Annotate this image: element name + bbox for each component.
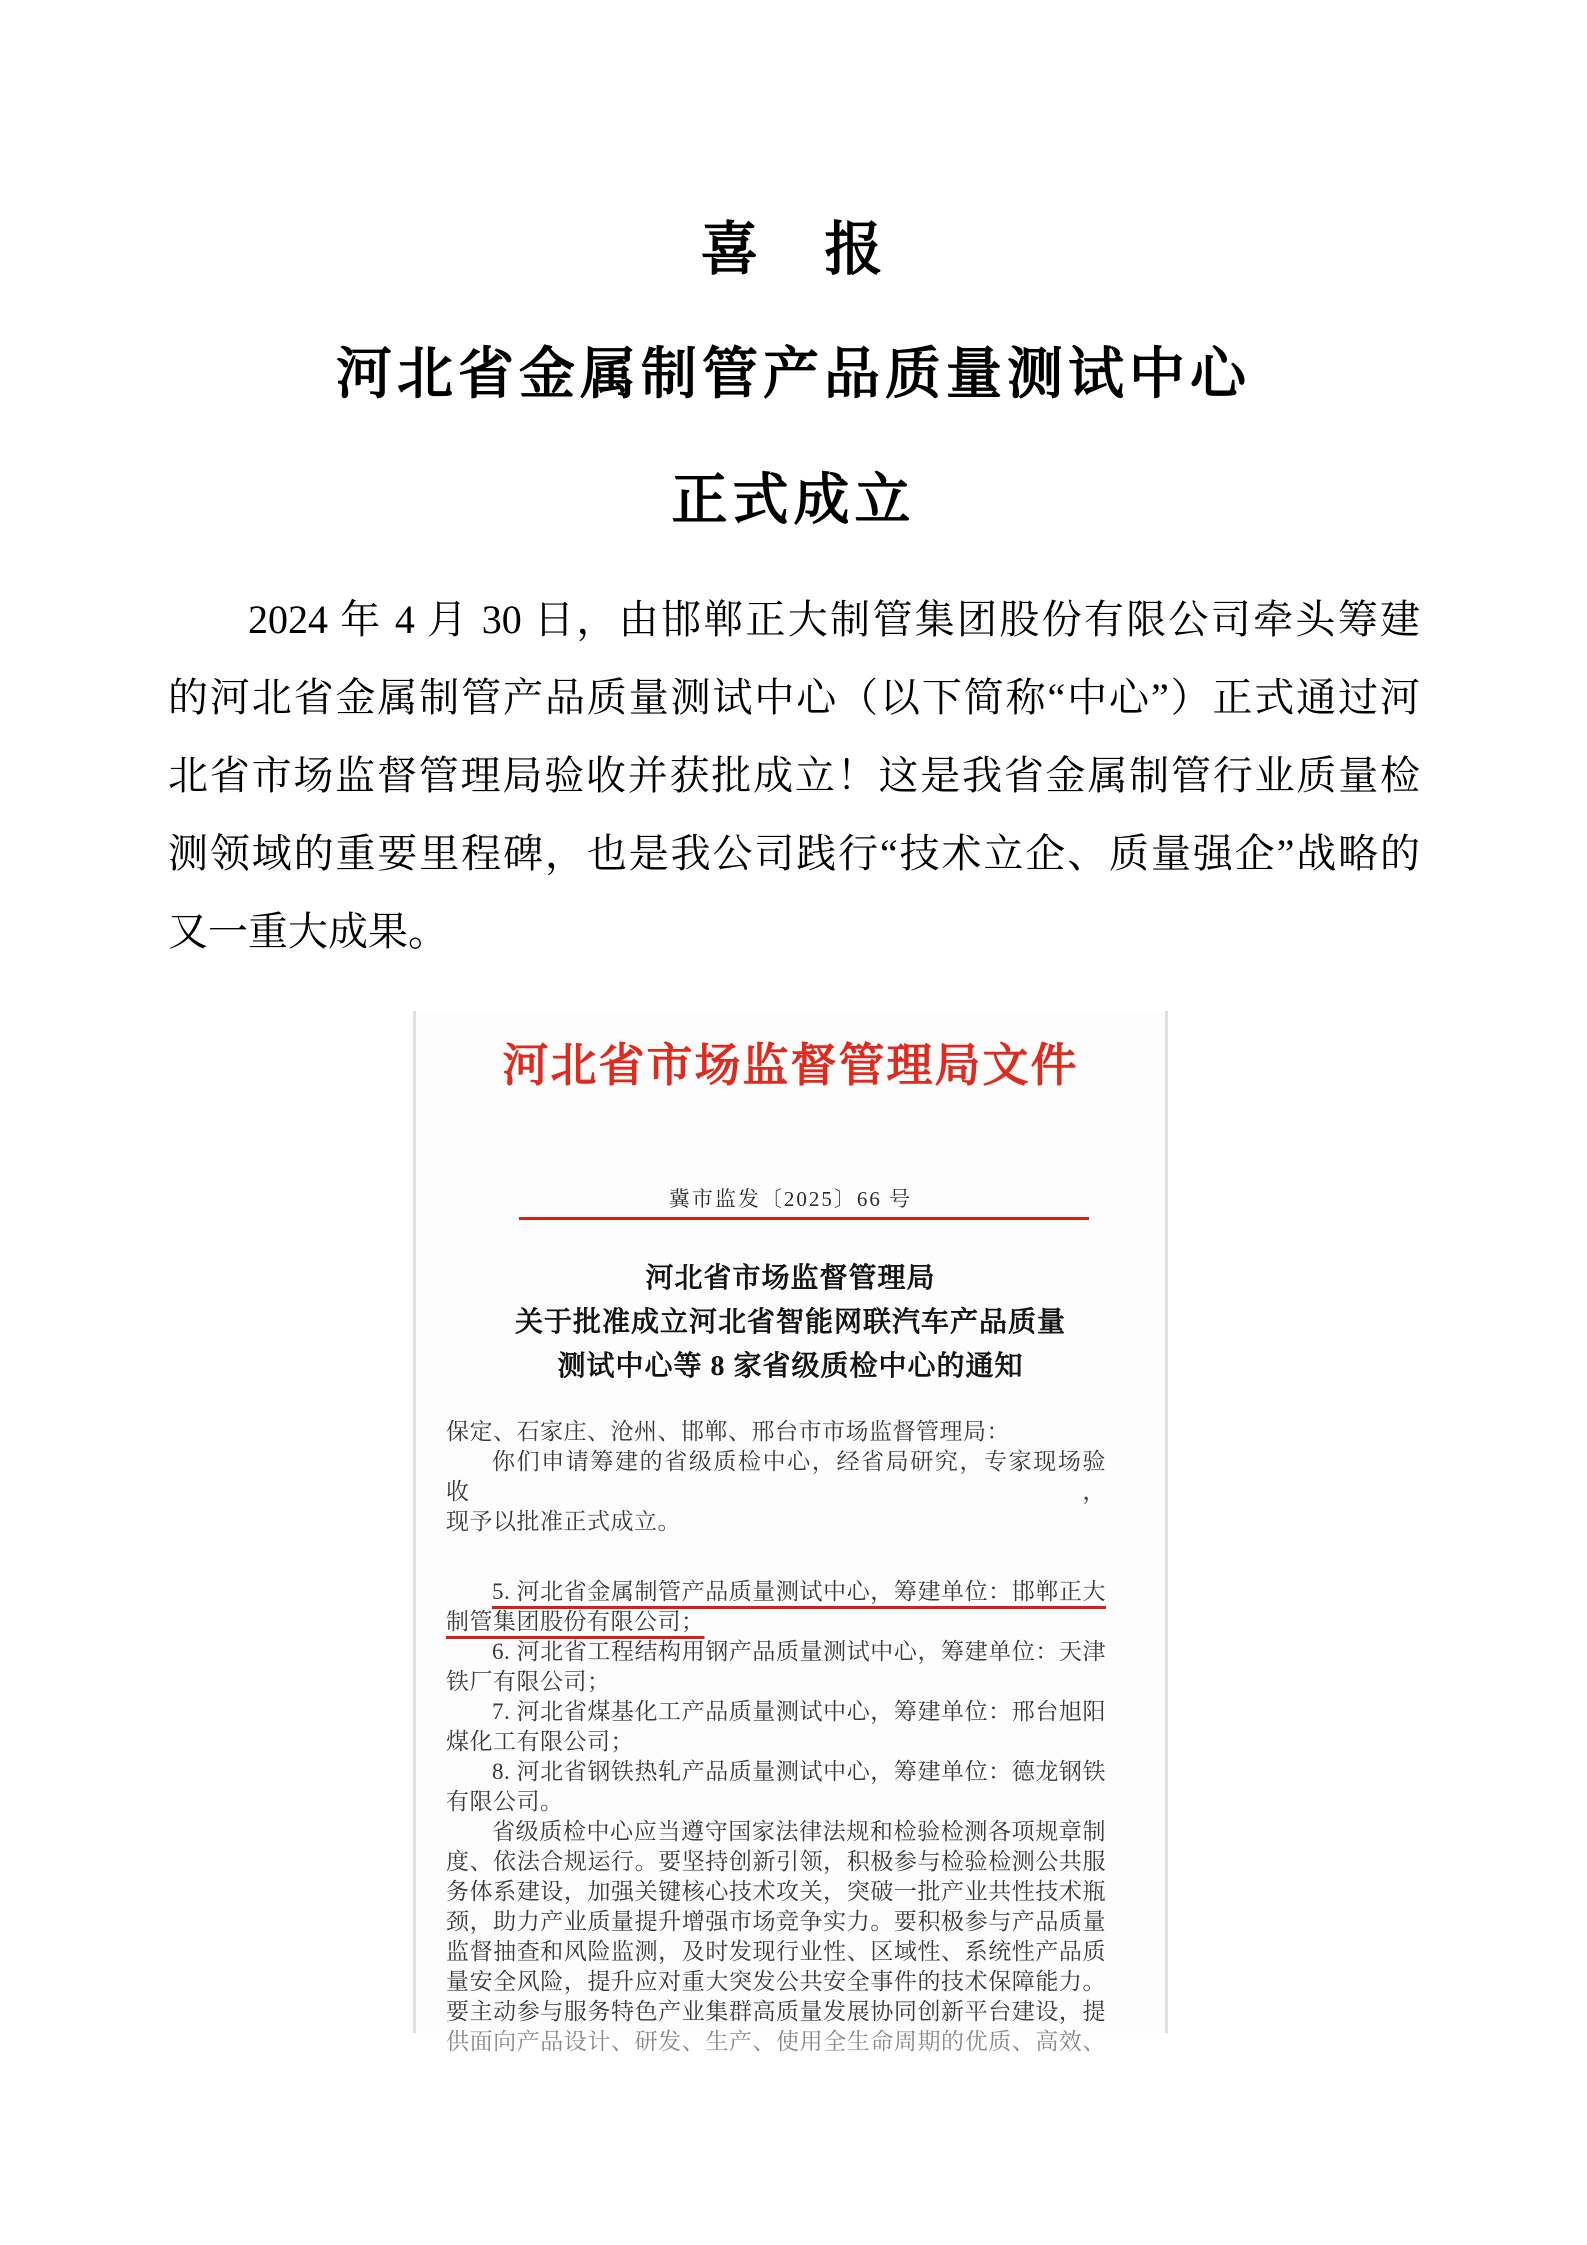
scan-red-divider bbox=[519, 1217, 1089, 1220]
scan-doc-number: 冀市监发〔2025〕66 号 bbox=[668, 1187, 913, 1211]
scan-heading-line: 关于批准成立河北省智能网联汽车产品质量 bbox=[514, 1307, 1066, 1338]
scan-body-line: 颈，助力产业质量提升增强市场竞争实力。要积极参与产品质量 bbox=[446, 1909, 1106, 1934]
scan-header-title: 河北省市场监督管理局文件 bbox=[502, 1040, 1079, 1091]
scan-body-line: 度、依法合规运行。要坚持创新引领，积极参与检验检测公共服 bbox=[446, 1849, 1106, 1874]
scan-body-line: 7. 河北省煤基化工产品质量测试中心，筹建单位：邢台旭阳 bbox=[492, 1699, 1106, 1724]
scan-body-line: 铁厂有限公司； bbox=[446, 1669, 611, 1694]
official-document-scan-image bbox=[413, 1011, 1168, 2054]
scan-body-line: 6. 河北省工程结构用钢产品质量测试中心，筹建单位：天津 bbox=[492, 1639, 1106, 1664]
scan-body-line: 煤化工有限公司； bbox=[446, 1729, 634, 1754]
paragraph-line: 2024 年 4 月 30 日，由邯郸正大制管集团股份有限公司牵头筹建 bbox=[248, 597, 1420, 642]
scan-body-line: 省级质检中心应当遵守国家法律法规和检验检测各项规章制 bbox=[492, 1819, 1106, 1844]
scan-body-line: 你们申请筹建的省级质检中心，经省局研究，专家现场验收， bbox=[446, 1449, 1106, 1504]
scan-body-line-item5-highlighted bbox=[446, 1577, 1106, 1607]
scan-body-line: 有限公司。 bbox=[446, 1789, 564, 1814]
scan-doc-heading bbox=[416, 1257, 1165, 1389]
red-underline-highlight: 5. 河北省金属制管产品质量测试中心，筹建单位：邯郸正大 bbox=[492, 1579, 1106, 1604]
scan-body-line-item5-highlighted bbox=[446, 1607, 1106, 1637]
red-underline-highlight: 制管集团股份有限公司； bbox=[446, 1609, 705, 1634]
scan-heading-line: 测试中心等 8 家省级质检中心的通知 bbox=[557, 1351, 1024, 1382]
scan-body-line: 现予以批准正式成立。 bbox=[446, 1509, 681, 1534]
paragraph-line: 的河北省金属制管产品质量测试中心（以下简称“中心”）正式通过河 bbox=[168, 675, 1420, 720]
scan-body-line: 量安全风险，提升应对重大突发公共安全事件的技术保障能力。 bbox=[446, 1969, 1106, 1994]
paragraph-line: 北省市场监督管理局验收并获批成立！这是我省金属制管行业质量检 bbox=[168, 753, 1420, 798]
article-paragraph bbox=[168, 581, 1420, 971]
page-title: 喜 报 bbox=[700, 217, 887, 282]
scan-body-line: 务体系建设，加强关键核心技术攻关，突破一批产业共性技术瓶 bbox=[446, 1879, 1106, 1904]
scan-body-line: 要主动参与服务特色产业集群高质量发展协同创新平台建设，提 bbox=[446, 1999, 1106, 2024]
scan-body-line: 8. 河北省钢铁热轧产品质量测试中心，筹建单位：德龙钢铁 bbox=[492, 1759, 1106, 1784]
paragraph-line: 又一重大成果。 bbox=[168, 909, 448, 954]
scan-body-line: 监督抽查和风险监测，及时发现行业性、区域性、系统性产品质 bbox=[446, 1939, 1106, 1964]
scan-heading-line: 河北省市场监督管理局 bbox=[645, 1263, 936, 1294]
page-subtitle-established: 正式成立 bbox=[671, 470, 916, 532]
page-subtitle-center-name: 河北省金属制管产品质量测试中心 bbox=[336, 344, 1251, 406]
scan-body-text bbox=[446, 1417, 1106, 2057]
scan-body-line-salutation: 保定、石家庄、沧州、邯郸、邢台市市场监督管理局： bbox=[446, 1419, 1010, 1444]
scan-body-line-cropped: 供面向产品设计、研发、生产、使用全生命周期的优质、高效、 bbox=[446, 2029, 1106, 2054]
paragraph-line: 测领域的重要里程碑，也是我公司践行“技术立企、质量强企”战略的 bbox=[168, 831, 1420, 876]
